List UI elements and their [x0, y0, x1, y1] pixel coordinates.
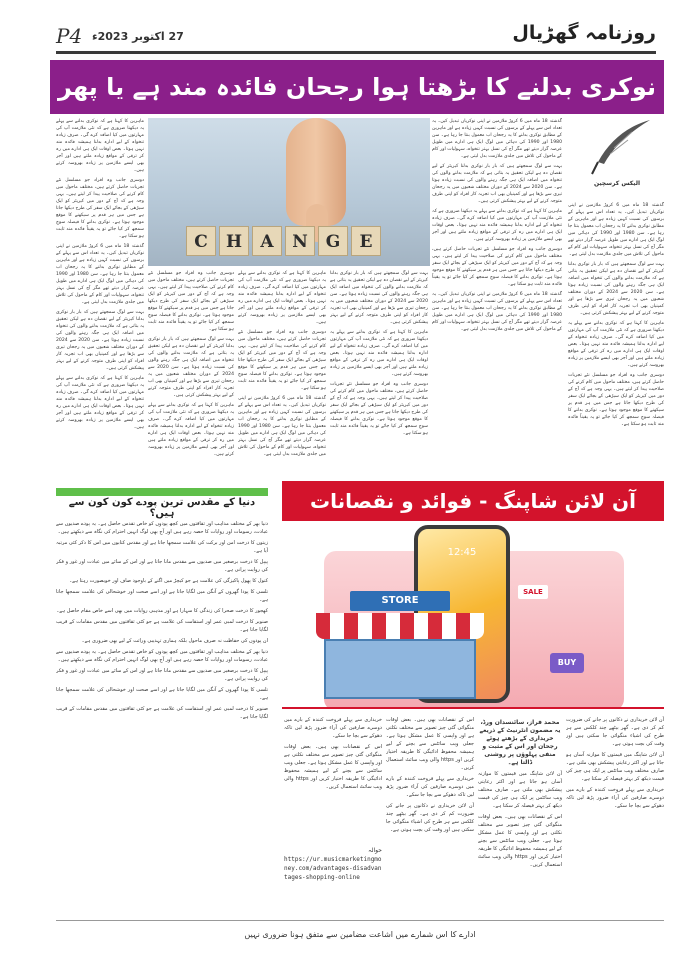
lead-paragraph: گذشتہ 18 ماہ میں 6 کروڑ ملازمین نے اپنی نوکریاں تبدیل کیں۔ یہ تعداد اس سے پہلے کے برسوں کی نسبت کہیں زیادہ ہے اور ماہرین کے مطابق نوکری بدلنے کا یہ رجحان اب معمول بنتا جا رہا ہے۔ سن 1980 اور 1990 کی دہائی میں لوگ ایک ہی ادارے میں طویل عرصہ گزار دیتے تھے مگر آج کی نسل بہتر تنخواہ، سہولیات اور کام کے ماحول کی تلاش میں جلدی ملازمت بدل لیتی ہے۔: [432, 119, 562, 159]
lead-paragraph: گذشتہ 18 ماہ میں 6 کروڑ ملازمین نے اپنی نوکریاں تبدیل کیں۔ یہ تعداد اس سے پہلے کے برسوں کی نسبت کہیں زیادہ ہے اور ماہرین کے مطابق نوکری بدلنے کا یہ رجحان اب معمول بنتا جا رہا ہے۔ سن 1980 اور 1990 کی دہائی میں لوگ ایک ہی ادارے میں طویل عرصہ گزار دیتے تھے مگر آج کی نسل بہتر تنخواہ، سہولیات اور کام کے ماحول کی تلاش میں جلدی ملازمت بدل لیتی ہے۔: [568, 203, 664, 257]
lead-paragraph: ماہرین کا کہنا ہے کہ نوکری بدلنے سے پہلے یہ دیکھنا ضروری ہے کہ نئی ملازمت آپ کی مہارتوں میں کیا اضافہ کرے گی۔ صرف زیادہ تنخواہ کے لیے ادارہ بدلنا ہمیشہ فائدہ مند نہیں ہوتا۔ بعض اوقات ایک ہی ادارے میں رہ کر ترقی کے مواقع زیادہ ملتے ہیں اور آجر بھی ایسے ملازمین پر زیادہ بھروسہ کرتے ہیں۔: [238, 271, 326, 325]
shopping-column-1: [566, 716, 664, 912]
plants-headline: دنیا کے مقدس ترین پودے کون کون سے ہیں؟: [68, 497, 256, 519]
shopping-paragraph: آن لائن خریداری نے دکانوں پر جانے کی ضرورت کم کر دی ہے۔ گھر بیٹھے چند کلکس سے ہر طرح کی اشیاء منگوائی جا سکتی ہیں اور وقت کی بچت ہوتی ہے۔: [566, 717, 664, 747]
lead-paragraph: ماہرین کا کہنا ہے کہ نوکری بدلنے سے پہلے یہ دیکھنا ضروری ہے کہ نئی ملازمت آپ کی مہارتوں میں کیا اضافہ کرے گی۔ صرف زیادہ تنخواہ کے لیے ادارہ بدلنا ہمیشہ فائدہ مند نہیں ہوتا۔ بعض اوقات ایک ہی ادارے میں رہ کر ترقی کے مواقع زیادہ ملتے ہیں اور آجر بھی ایسے ملازمین پر زیادہ بھروسہ کرتے ہیں۔: [148, 403, 234, 457]
plants-paragraph: صنوبر کا درخت لمبی عمر اور استقامت کی علامت ہے جو کئی ثقافتوں میں مقدس مقامات کے قریب لگایا جاتا ہے۔: [56, 706, 268, 720]
lead-paragraph: دوسری جانب وہ افراد جو مسلسل نئے تجربات حاصل کرتے ہیں، مختلف ماحول میں کام کرنے کی صلاحیت پیدا کر لیتے ہیں۔ یہی وجہ ہے کہ آج کے دور میں کیریئر کو ایک سیڑھی کے بجائے ایک سفر کی طرح دیکھا جاتا ہے جس میں ہر قدم پر سیکھنے کا موقع موجود ہوتا ہے۔ نوکری بدلنے کا فیصلہ سوچ سمجھ کر کیا جائے تو یہ یقیناً فائدہ مند ثابت ہو سکتا ہے۔: [432, 247, 562, 287]
author-box: [568, 118, 666, 198]
letter-block: E: [351, 226, 381, 256]
plants-paragraph: تلسی کا پودا گھروں کے آنگن میں لگایا جاتا ہے اور اسے صحت اور خوشحالی کی علامت سمجھا جاتا ہے۔: [56, 687, 268, 701]
shopping-paragraph: خریداری سے پہلے فروخت کنندہ کے بارے میں دوسرے صارفین کی آراء ضرور پڑھ لیں تاکہ دھوکے سے بچا جا سکے۔: [566, 787, 664, 809]
lead-headline: نوکری بدلنے کا بڑھتا ہوا رجحان فائدہ مند ہے یا پھر: [50, 60, 664, 114]
page-number: P4: [56, 24, 83, 48]
masthead: [56, 22, 656, 54]
quill-pen-icon: [584, 118, 656, 176]
letter-block: N: [285, 226, 315, 256]
awning-icon: [316, 613, 484, 639]
plants-paragraph: تلسی کا پودا گھروں کے آنگن میں لگایا جاتا ہے اور اسے صحت اور خوشحالی کی علامت سمجھا جاتا ہے۔: [56, 589, 268, 603]
shopping-paragraph: آن لائن شاپنگ میں قیمتوں کا موازنہ آسان ہو جاتا ہے اور اکثر رعایتی پیشکش بھی ملتی ہے۔ صارف مختلف ویب سائٹس پر ایک ہی چیز کی قیمت دیکھ کر بہتر فیصلہ کر سکتا ہے۔: [478, 771, 562, 809]
buy-tag: BUY: [550, 653, 584, 673]
plants-paragraph: صنوبر کا درخت لمبی عمر اور استقامت کی علامت ہے جو کئی ثقافتوں میں مقدس مقامات کے قریب لگایا جاتا ہے۔: [56, 619, 268, 633]
lead-paragraph: ماہرین کا کہنا ہے کہ نوکری بدلنے سے پہلے یہ دیکھنا ضروری ہے کہ نئی ملازمت آپ کی مہارتوں میں کیا اضافہ کرے گی۔ صرف زیادہ تنخواہ کے لیے ادارہ بدلنا ہمیشہ فائدہ مند نہیں ہوتا۔ بعض اوقات ایک ہی ادارے میں رہ کر ترقی کے مواقع زیادہ ملتے ہیں اور آجر بھی ایسے ملازمین پر زیادہ بھروسہ کرتے ہیں۔: [568, 321, 664, 368]
lead-column-1: [432, 118, 562, 474]
phone-clock: 12:45: [447, 547, 477, 558]
newspaper-name: روزنامہ گھڑیال: [512, 22, 656, 44]
lead-paragraph: بہت سے لوگ سمجھتے ہیں کہ بار بار نوکری بدلنا کیریئر کے لیے نقصان دہ ہے لیکن تحقیق یہ بتاتی ہے کہ ملازمت بدلنے والوں کی تنخواہ میں اضافہ ایک ہی جگہ رہنے والوں کی نسبت زیادہ ہوتا ہے۔ سن 2020 سے 2024 کے دوران مختلف شعبوں میں یہ رجحان تیزی سے بڑھا ہے اور کمپنیاں بھی اب تجربہ کار افراد کو اپنی طرف متوجہ کرنے کے لیے بہتر پیشکش کرتی ہیں۔: [148, 337, 234, 398]
letter-block: H: [219, 226, 249, 256]
plants-paragraph: دنیا بھر کے مختلف مذاہب اور ثقافتوں میں کچھ پودوں کو خاص تقدس حاصل ہے۔ یہ پودے صدیوں سے عبادت، رسومات اور روایات کا حصہ رہے ہیں اور آج بھی لوگ انہیں احترام کی نگاہ سے دیکھتے ہیں۔: [56, 649, 268, 663]
lead-paragraph: دوسری جانب وہ افراد جو مسلسل نئے تجربات حاصل کرتے ہیں، مختلف ماحول میں کام کرنے کی صلاحیت پیدا کر لیتے ہیں۔ یہی وجہ ہے کہ آج کے دور میں کیریئر کو ایک سیڑھی کے بجائے ایک سفر کی طرح دیکھا جاتا ہے جس میں ہر قدم پر سیکھنے کا موقع موجود ہوتا ہے۔ نوکری بدلنے کا فیصلہ سوچ سمجھ کر کیا جائے تو یہ یقیناً فائدہ مند ثابت ہو سکتا ہے۔: [148, 271, 234, 332]
shopping-column-3: [386, 716, 474, 912]
plants-paragraph: ان پودوں کی حفاظت نہ صرف ماحول بلکہ ہماری تہذیبی وراثت کے لیے بھی ضروری ہے۔: [81, 638, 268, 644]
shopping-source: [284, 846, 382, 882]
plants-paragraph: زیتون کا درخت امن اور برکت کی علامت سمجھا جاتا ہے اور مقدس کتابوں میں اس کا ذکر کئی مرتبہ آیا ہے۔: [56, 540, 268, 554]
store-window-icon: [324, 639, 476, 699]
lead-column-2: [330, 270, 428, 474]
shopping-paragraph: اس کے نقصانات بھی ہیں۔ بعض اوقات منگوائی گئی چیز تصویر سے مختلف نکلتی ہے اور واپسی کا عمل مشکل ہوتا ہے۔ جعلی ویب سائٹس سے بچنے کے لیے ہمیشہ محفوظ ادائیگی کا طریقہ اختیار کریں اور https والی ویب سائٹ استعمال کریں۔: [478, 814, 562, 868]
shopping-column-4: [284, 716, 382, 840]
letter-block: G: [318, 226, 348, 256]
lead-paragraph: بہت سے لوگ سمجھتے ہیں کہ بار بار نوکری بدلنا کیریئر کے لیے نقصان دہ ہے لیکن تحقیق یہ بتاتی ہے کہ ملازمت بدلنے والوں کی تنخواہ میں اضافہ ایک ہی جگہ رہنے والوں کی نسبت زیادہ ہوتا ہے۔ سن 2020 سے 2024 کے دوران مختلف شعبوں میں یہ رجحان تیزی سے بڑھا ہے اور کمپنیاں بھی اب تجربہ کار افراد کو اپنی طرف متوجہ کرنے کے لیے بہتر پیشکش کرتی ہیں۔: [56, 310, 144, 371]
change-photo: [148, 118, 430, 266]
lead-paragraph: گذشتہ 18 ماہ میں 6 کروڑ ملازمین نے اپنی نوکریاں تبدیل کیں۔ یہ تعداد اس سے پہلے کے برسوں کی نسبت کہیں زیادہ ہے اور ماہرین کے مطابق نوکری بدلنے کا یہ رجحان اب معمول بنتا جا رہا ہے۔ سن 1980 اور 1990 کی دہائی میں لوگ ایک ہی ادارے میں طویل عرصہ گزار دیتے تھے مگر آج کی نسل بہتر تنخواہ، سہولیات اور کام کے ماحول کی تلاش میں جلدی ملازمت بدل لیتی ہے۔: [432, 292, 562, 332]
plants-paragraph: پیپل کا درخت برصغیر میں صدیوں سے مقدس مانا جاتا ہے اور اس کے سائے میں عبادت اور غور و فکر کی روایت پرانی ہے۔: [56, 668, 268, 682]
sale-tag: SALE: [518, 585, 548, 599]
plants-accent-bar: [56, 488, 268, 496]
shopping-headline: آن لائن شاپنگ - فوائد و نقصانات: [282, 481, 664, 521]
shopping-paragraph: اس کے نقصانات بھی ہیں۔ بعض اوقات منگوائی گئی چیز تصویر سے مختلف نکلتی ہے اور واپسی کا عمل مشکل ہوتا ہے۔ جعلی ویب سائٹس سے بچنے کے لیے ہمیشہ محفوظ ادائیگی کا طریقہ اختیار کریں اور https والی ویب سائٹ استعمال کریں۔: [386, 717, 474, 771]
shopping-illustration: [282, 521, 664, 709]
plants-paragraph: دنیا بھر کے مختلف مذاہب اور ثقافتوں میں کچھ پودوں کو خاص تقدس حاصل ہے۔ یہ پودے صدیوں سے عبادت، رسومات اور روایات کا حصہ رہے ہیں اور آج بھی لوگ انہیں احترام کی نگاہ سے دیکھتے ہیں۔: [56, 521, 268, 535]
lead-column-3: [238, 270, 326, 474]
letter-block: A: [252, 226, 282, 256]
plants-paragraph: کنول کا پھول پاکیزگی کی علامت ہے جو کیچڑ میں اگنے کے باوجود صاف اور خوبصورت رہتا ہے۔: [69, 578, 268, 584]
letter-blocks: [186, 226, 381, 256]
lead-paragraph: ماہرین کا کہنا ہے کہ نوکری بدلنے سے پہلے یہ دیکھنا ضروری ہے کہ نئی ملازمت آپ کی مہارتوں میں کیا اضافہ کرے گی۔ صرف زیادہ تنخواہ کے لیے ادارہ بدلنا ہمیشہ فائدہ مند نہیں ہوتا۔ بعض اوقات ایک ہی ادارے میں رہ کر ترقی کے مواقع زیادہ ملتے ہیں اور آجر بھی ایسے ملازمین پر زیادہ بھروسہ کرتے ہیں۔: [432, 209, 562, 242]
plants-body: [56, 520, 268, 912]
lead-paragraph: گذشتہ 18 ماہ میں 6 کروڑ ملازمین نے اپنی نوکریاں تبدیل کیں۔ یہ تعداد اس سے پہلے کے برسوں کی نسبت کہیں زیادہ ہے اور ماہرین کے مطابق نوکری بدلنے کا یہ رجحان اب معمول بنتا جا رہا ہے۔ سن 1980 اور 1990 کی دہائی میں لوگ ایک ہی ادارے میں طویل عرصہ گزار دیتے تھے مگر آج کی نسل بہتر تنخواہ، سہولیات اور کام کے ماحول کی تلاش میں جلدی ملازمت بدل لیتی ہے۔: [56, 244, 144, 305]
storefront-icon: [316, 591, 484, 699]
source-url: https://ur.musicmarketingmoney.com/advantages-disadvantages-shopping-online: [284, 856, 382, 881]
plants-paragraph: پیپل کا درخت برصغیر میں صدیوں سے مقدس مانا جاتا ہے اور اس کے سائے میں عبادت اور غور و فکر کی روایت پرانی ہے۔: [56, 559, 268, 573]
lead-paragraph: دوسری جانب وہ افراد جو مسلسل نئے تجربات حاصل کرتے ہیں، مختلف ماحول میں کام کرنے کی صلاحیت پیدا کر لیتے ہیں۔ یہی وجہ ہے کہ آج کے دور میں کیریئر کو ایک سیڑھی کے بجائے ایک سفر کی طرح دیکھا جاتا ہے جس میں ہر قدم پر سیکھنے کا موقع موجود ہوتا ہے۔ نوکری بدلنے کا فیصلہ سوچ سمجھ کر کیا جائے تو یہ یقیناً فائدہ مند ثابت ہو سکتا ہے۔: [568, 373, 664, 427]
lead-paragraph: ماہرین کا کہنا ہے کہ نوکری بدلنے سے پہلے یہ دیکھنا ضروری ہے کہ نئی ملازمت آپ کی مہارتوں میں کیا اضافہ کرے گی۔ صرف زیادہ تنخواہ کے لیے ادارہ بدلنا ہمیشہ فائدہ مند نہیں ہوتا۔ بعض اوقات ایک ہی ادارے میں رہ کر ترقی کے مواقع زیادہ ملتے ہیں اور آجر بھی ایسے ملازمین پر زیادہ بھروسہ کرتے ہیں۔: [56, 376, 144, 430]
lead-paragraph: گذشتہ 18 ماہ میں 6 کروڑ ملازمین نے اپنی نوکریاں تبدیل کیں۔ یہ تعداد اس سے پہلے کے برسوں کی نسبت کہیں زیادہ ہے اور ماہرین کے مطابق نوکری بدلنے کا یہ رجحان اب معمول بنتا جا رہا ہے۔ سن 1980 اور 1990 کی دہائی میں لوگ ایک ہی ادارے میں طویل عرصہ گزار دیتے تھے مگر آج کی نسل بہتر تنخواہ، سہولیات اور کام کے ماحول کی تلاش میں جلدی ملازمت بدل لیتی ہے۔: [238, 396, 326, 457]
shopping-column-2: [478, 716, 562, 912]
lead-paragraph: بہت سے لوگ سمجھتے ہیں کہ بار بار نوکری بدلنا کیریئر کے لیے نقصان دہ ہے لیکن تحقیق یہ بتاتی ہے کہ ملازمت بدلنے والوں کی تنخواہ میں اضافہ ایک ہی جگہ رہنے والوں کی نسبت زیادہ ہوتا ہے۔ سن 2020 سے 2024 کے دوران مختلف شعبوں میں یہ رجحان تیزی سے بڑھا ہے اور کمپنیاں بھی اب تجربہ کار افراد کو اپنی طرف متوجہ کرنے کے لیے بہتر پیشکش کرتی ہیں۔: [568, 262, 664, 316]
lead-paragraph: بہت سے لوگ سمجھتے ہیں کہ بار بار نوکری بدلنا کیریئر کے لیے نقصان دہ ہے لیکن تحقیق یہ بتاتی ہے کہ ملازمت بدلنے والوں کی تنخواہ میں اضافہ ایک ہی جگہ رہنے والوں کی نسبت زیادہ ہوتا ہے۔ سن 2020 سے 2024 کے دوران مختلف شعبوں میں یہ رجحان تیزی سے بڑھا ہے اور کمپنیاں بھی اب تجربہ کار افراد کو اپنی طرف متوجہ کرنے کے لیے بہتر پیشکش کرتی ہیں۔: [432, 164, 562, 204]
letter-block: C: [186, 226, 216, 256]
issue-date: 27 اکتوبر 2023ء: [92, 30, 184, 43]
author-name: الیکس کرسچین: [593, 180, 641, 187]
shopping-paragraph: خریداری سے پہلے فروخت کنندہ کے بارے میں دوسرے صارفین کی آراء ضرور پڑھ لیں تاکہ دھوکے سے بچا جا سکے۔: [386, 776, 474, 798]
page-footer: ادارے کا اس شمارے میں اشاعت مضامین سے متفق ہونا ضروری نہیں: [56, 920, 664, 948]
shopping-paragraph: آن لائن خریداری نے دکانوں پر جانے کی ضرورت کم کر دی ہے۔ گھر بیٹھے چند کلکس سے ہر طرح کی اشیاء منگوائی جا سکتی ہیں اور وقت کی بچت ہوتی ہے۔: [386, 803, 474, 833]
lead-paragraph: دوسری جانب وہ افراد جو مسلسل نئے تجربات حاصل کرتے ہیں، مختلف ماحول میں کام کرنے کی صلاحیت پیدا کر لیتے ہیں۔ یہی وجہ ہے کہ آج کے دور میں کیریئر کو ایک سیڑھی کے بجائے ایک سفر کی طرح دیکھا جاتا ہے جس میں ہر قدم پر سیکھنے کا موقع موجود ہوتا ہے۔ نوکری بدلنے کا فیصلہ سوچ سمجھ کر کیا جائے تو یہ یقیناً فائدہ مند ثابت ہو سکتا ہے۔: [56, 178, 144, 239]
lead-column-5: [56, 118, 144, 474]
lead-column-4: [148, 270, 234, 474]
lead-paragraph: بہت سے لوگ سمجھتے ہیں کہ بار بار نوکری بدلنا کیریئر کے لیے نقصان دہ ہے لیکن تحقیق یہ بتاتی ہے کہ ملازمت بدلنے والوں کی تنخواہ میں اضافہ ایک ہی جگہ رہنے والوں کی نسبت زیادہ ہوتا ہے۔ سن 2020 سے 2024 کے دوران مختلف شعبوں میں یہ رجحان تیزی سے بڑھا ہے اور کمپنیاں بھی اب تجربہ کار افراد کو اپنی طرف متوجہ کرنے کے لیے بہتر پیشکش کرتی ہیں۔: [330, 271, 428, 325]
plants-paragraph: کھجور کا درخت صحرا کی زندگی کا سہارا ہے اور مذہبی روایات میں بھی اسے خاص مقام حاصل ہے۔: [56, 608, 268, 614]
lead-paragraph: ماہرین کا کہنا ہے کہ نوکری بدلنے سے پہلے یہ دیکھنا ضروری ہے کہ نئی ملازمت آپ کی مہارتوں میں کیا اضافہ کرے گی۔ صرف زیادہ تنخواہ کے لیے ادارہ بدلنا ہمیشہ فائدہ مند نہیں ہوتا۔ بعض اوقات ایک ہی ادارے میں رہ کر ترقی کے مواقع زیادہ ملتے ہیں اور آجر بھی ایسے ملازمین پر زیادہ بھروسہ کرتے ہیں۔: [56, 119, 144, 173]
store-sign: STORE: [350, 591, 450, 611]
lead-paragraph: ماہرین کا کہنا ہے کہ نوکری بدلنے سے پہلے یہ دیکھنا ضروری ہے کہ نئی ملازمت آپ کی مہارتوں میں کیا اضافہ کرے گی۔ صرف زیادہ تنخواہ کے لیے ادارہ بدلنا ہمیشہ فائدہ مند نہیں ہوتا۔ بعض اوقات ایک ہی ادارے میں رہ کر ترقی کے مواقع زیادہ ملتے ہیں اور آجر بھی ایسے ملازمین پر زیادہ بھروسہ کرتے ہیں۔: [330, 330, 428, 377]
shopping-paragraph: خریداری سے پہلے فروخت کنندہ کے بارے میں دوسرے صارفین کی آراء ضرور پڑھ لیں تاکہ دھوکے سے بچا جا سکے۔: [284, 717, 382, 739]
lead-column-0: [568, 202, 664, 474]
lead-paragraph: دوسری جانب وہ افراد جو مسلسل نئے تجربات حاصل کرتے ہیں، مختلف ماحول میں کام کرنے کی صلاحیت پیدا کر لیتے ہیں۔ یہی وجہ ہے کہ آج کے دور میں کیریئر کو ایک سیڑھی کے بجائے ایک سفر کی طرح دیکھا جاتا ہے جس میں ہر قدم پر سیکھنے کا موقع موجود ہوتا ہے۔ نوکری بدلنے کا فیصلہ سوچ سمجھ کر کیا جائے تو یہ یقیناً فائدہ مند ثابت ہو سکتا ہے۔: [330, 382, 428, 436]
shopping-paragraph: آن لائن شاپنگ میں قیمتوں کا موازنہ آسان ہو جاتا ہے اور اکثر رعایتی پیشکش بھی ملتی ہے۔ صارف مختلف ویب سائٹس پر ایک ہی چیز کی قیمت دیکھ کر بہتر فیصلہ کر سکتا ہے۔: [566, 752, 664, 782]
source-label: حوالہ: [368, 847, 382, 854]
shopping-paragraph: اس کے نقصانات بھی ہیں۔ بعض اوقات منگوائی گئی چیز تصویر سے مختلف نکلتی ہے اور واپسی کا عمل مشکل ہوتا ہے۔ جعلی ویب سائٹس سے بچنے کے لیے ہمیشہ محفوظ ادائیگی کا طریقہ اختیار کریں اور https والی ویب سائٹ استعمال کریں۔: [284, 744, 382, 790]
lead-paragraph: دوسری جانب وہ افراد جو مسلسل نئے تجربات حاصل کرتے ہیں، مختلف ماحول میں کام کرنے کی صلاحیت پیدا کر لیتے ہیں۔ یہی وجہ ہے کہ آج کے دور میں کیریئر کو ایک سیڑھی کے بجائے ایک سفر کی طرح دیکھا جاتا ہے جس میں ہر قدم پر سیکھنے کا موقع موجود ہوتا ہے۔ نوکری بدلنے کا فیصلہ سوچ سمجھ کر کیا جائے تو یہ یقیناً فائدہ مند ثابت ہو سکتا ہے۔: [238, 330, 326, 391]
shopping-intro: محمد فراز، سائنسدان ورڈ، یہ مضمون انٹرنیٹ کے ذریعے خریداری کے بڑھتے ہوئے رجحان اور اس کے مثبت و منفی پہلوؤں پر روشنی ڈالتا ہے۔: [479, 719, 561, 766]
